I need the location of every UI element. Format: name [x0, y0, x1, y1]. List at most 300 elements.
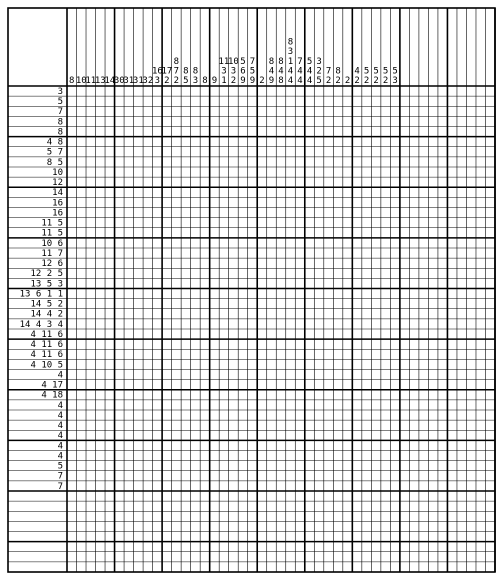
grid-cell[interactable]	[390, 521, 400, 531]
grid-cell[interactable]	[238, 511, 248, 521]
grid-cell[interactable]	[409, 299, 419, 309]
grid-cell[interactable]	[181, 309, 191, 319]
grid-cell[interactable]	[286, 400, 296, 410]
grid-cell[interactable]	[191, 420, 201, 430]
grid-cell[interactable]	[276, 410, 286, 420]
grid-cell[interactable]	[143, 289, 153, 299]
grid-cell[interactable]	[257, 532, 267, 542]
grid-cell[interactable]	[371, 420, 381, 430]
grid-cell[interactable]	[96, 248, 106, 258]
grid-cell[interactable]	[457, 238, 467, 248]
grid-cell[interactable]	[466, 440, 476, 450]
grid-cell[interactable]	[428, 410, 438, 420]
grid-cell[interactable]	[229, 218, 239, 228]
grid-cell[interactable]	[248, 187, 258, 197]
grid-cell[interactable]	[229, 116, 239, 126]
grid-cell[interactable]	[324, 278, 334, 288]
grid-cell[interactable]	[305, 430, 315, 440]
grid-cell[interactable]	[390, 238, 400, 248]
grid-cell[interactable]	[86, 511, 96, 521]
grid-cell[interactable]	[134, 309, 144, 319]
grid-cell[interactable]	[400, 400, 410, 410]
grid-cell[interactable]	[191, 542, 201, 552]
grid-cell[interactable]	[162, 552, 172, 562]
grid-cell[interactable]	[400, 248, 410, 258]
grid-cell[interactable]	[295, 501, 305, 511]
grid-cell[interactable]	[314, 370, 324, 380]
grid-cell[interactable]	[191, 461, 201, 471]
grid-cell[interactable]	[362, 137, 372, 147]
grid-cell[interactable]	[276, 521, 286, 531]
grid-cell[interactable]	[105, 248, 115, 258]
grid-cell[interactable]	[314, 289, 324, 299]
grid-cell[interactable]	[267, 96, 277, 106]
grid-cell[interactable]	[295, 481, 305, 491]
grid-cell[interactable]	[343, 258, 353, 268]
grid-cell[interactable]	[115, 349, 125, 359]
grid-cell[interactable]	[476, 197, 486, 207]
grid-cell[interactable]	[115, 187, 125, 197]
grid-cell[interactable]	[381, 511, 391, 521]
grid-cell[interactable]	[333, 329, 343, 339]
grid-cell[interactable]	[466, 177, 476, 187]
grid-cell[interactable]	[67, 481, 77, 491]
grid-cell[interactable]	[77, 86, 87, 96]
grid-cell[interactable]	[438, 147, 448, 157]
grid-cell[interactable]	[124, 167, 134, 177]
grid-cell[interactable]	[447, 400, 457, 410]
grid-cell[interactable]	[267, 521, 277, 531]
grid-cell[interactable]	[124, 380, 134, 390]
grid-cell[interactable]	[181, 268, 191, 278]
grid-cell[interactable]	[476, 491, 486, 501]
grid-cell[interactable]	[181, 106, 191, 116]
grid-cell[interactable]	[67, 430, 77, 440]
grid-cell[interactable]	[371, 430, 381, 440]
grid-cell[interactable]	[381, 278, 391, 288]
grid-cell[interactable]	[153, 329, 163, 339]
grid-cell[interactable]	[105, 177, 115, 187]
grid-cell[interactable]	[485, 451, 495, 461]
grid-cell[interactable]	[438, 451, 448, 461]
grid-cell[interactable]	[181, 410, 191, 420]
grid-cell[interactable]	[438, 319, 448, 329]
grid-cell[interactable]	[200, 400, 210, 410]
grid-cell[interactable]	[333, 511, 343, 521]
grid-cell[interactable]	[324, 299, 334, 309]
grid-cell[interactable]	[343, 349, 353, 359]
grid-cell[interactable]	[466, 278, 476, 288]
grid-cell[interactable]	[476, 451, 486, 461]
grid-cell[interactable]	[77, 137, 87, 147]
grid-cell[interactable]	[457, 147, 467, 157]
grid-cell[interactable]	[476, 137, 486, 147]
grid-cell[interactable]	[134, 420, 144, 430]
grid-cell[interactable]	[457, 268, 467, 278]
grid-cell[interactable]	[143, 218, 153, 228]
grid-cell[interactable]	[428, 521, 438, 531]
grid-cell[interactable]	[390, 197, 400, 207]
grid-cell[interactable]	[428, 248, 438, 258]
grid-cell[interactable]	[77, 309, 87, 319]
grid-cell[interactable]	[438, 238, 448, 248]
grid-cell[interactable]	[314, 157, 324, 167]
grid-cell[interactable]	[381, 410, 391, 420]
grid-cell[interactable]	[276, 491, 286, 501]
grid-cell[interactable]	[96, 451, 106, 461]
grid-cell[interactable]	[400, 491, 410, 501]
grid-cell[interactable]	[314, 208, 324, 218]
grid-cell[interactable]	[438, 552, 448, 562]
grid-cell[interactable]	[172, 410, 182, 420]
grid-cell[interactable]	[124, 491, 134, 501]
grid-cell[interactable]	[381, 491, 391, 501]
grid-cell[interactable]	[115, 137, 125, 147]
grid-cell[interactable]	[96, 258, 106, 268]
grid-cell[interactable]	[295, 137, 305, 147]
grid-cell[interactable]	[476, 430, 486, 440]
grid-cell[interactable]	[362, 278, 372, 288]
grid-cell[interactable]	[124, 96, 134, 106]
grid-cell[interactable]	[324, 116, 334, 126]
grid-cell[interactable]	[324, 380, 334, 390]
grid-cell[interactable]	[96, 268, 106, 278]
grid-cell[interactable]	[276, 532, 286, 542]
grid-cell[interactable]	[324, 491, 334, 501]
grid-cell[interactable]	[124, 268, 134, 278]
grid-cell[interactable]	[428, 400, 438, 410]
grid-cell[interactable]	[324, 511, 334, 521]
grid-cell[interactable]	[115, 86, 125, 96]
grid-cell[interactable]	[105, 501, 115, 511]
grid-cell[interactable]	[181, 187, 191, 197]
grid-cell[interactable]	[229, 511, 239, 521]
grid-cell[interactable]	[124, 359, 134, 369]
grid-cell[interactable]	[153, 552, 163, 562]
grid-cell[interactable]	[400, 329, 410, 339]
grid-cell[interactable]	[485, 278, 495, 288]
grid-cell[interactable]	[172, 278, 182, 288]
grid-cell[interactable]	[238, 309, 248, 319]
grid-cell[interactable]	[267, 238, 277, 248]
grid-cell[interactable]	[362, 127, 372, 137]
grid-cell[interactable]	[457, 461, 467, 471]
grid-cell[interactable]	[105, 400, 115, 410]
grid-cell[interactable]	[77, 521, 87, 531]
grid-cell[interactable]	[96, 511, 106, 521]
grid-cell[interactable]	[381, 532, 391, 542]
grid-cell[interactable]	[419, 309, 429, 319]
grid-cell[interactable]	[286, 481, 296, 491]
grid-cell[interactable]	[295, 157, 305, 167]
grid-cell[interactable]	[115, 238, 125, 248]
grid-cell[interactable]	[134, 542, 144, 552]
grid-cell[interactable]	[77, 96, 87, 106]
grid-cell[interactable]	[286, 420, 296, 430]
grid-cell[interactable]	[371, 451, 381, 461]
grid-cell[interactable]	[371, 289, 381, 299]
grid-cell[interactable]	[86, 238, 96, 248]
grid-cell[interactable]	[343, 208, 353, 218]
grid-cell[interactable]	[419, 511, 429, 521]
grid-cell[interactable]	[390, 319, 400, 329]
grid-cell[interactable]	[257, 440, 267, 450]
grid-cell[interactable]	[485, 197, 495, 207]
grid-cell[interactable]	[77, 370, 87, 380]
grid-cell[interactable]	[286, 511, 296, 521]
grid-cell[interactable]	[352, 339, 362, 349]
grid-cell[interactable]	[390, 461, 400, 471]
grid-cell[interactable]	[352, 521, 362, 531]
grid-cell[interactable]	[210, 329, 220, 339]
grid-cell[interactable]	[248, 319, 258, 329]
grid-cell[interactable]	[238, 228, 248, 238]
grid-cell[interactable]	[447, 137, 457, 147]
grid-cell[interactable]	[229, 390, 239, 400]
grid-cell[interactable]	[162, 116, 172, 126]
grid-cell[interactable]	[153, 208, 163, 218]
grid-cell[interactable]	[352, 187, 362, 197]
grid-cell[interactable]	[466, 137, 476, 147]
grid-cell[interactable]	[343, 471, 353, 481]
grid-cell[interactable]	[200, 481, 210, 491]
grid-cell[interactable]	[457, 339, 467, 349]
grid-cell[interactable]	[181, 359, 191, 369]
grid-cell[interactable]	[343, 511, 353, 521]
grid-cell[interactable]	[457, 491, 467, 501]
grid-cell[interactable]	[324, 147, 334, 157]
grid-cell[interactable]	[295, 349, 305, 359]
grid-cell[interactable]	[77, 339, 87, 349]
grid-cell[interactable]	[77, 177, 87, 187]
grid-cell[interactable]	[362, 289, 372, 299]
grid-cell[interactable]	[438, 400, 448, 410]
grid-cell[interactable]	[447, 410, 457, 420]
grid-cell[interactable]	[96, 167, 106, 177]
grid-cell[interactable]	[248, 542, 258, 552]
grid-cell[interactable]	[238, 491, 248, 501]
grid-cell[interactable]	[162, 471, 172, 481]
grid-cell[interactable]	[390, 106, 400, 116]
grid-cell[interactable]	[314, 258, 324, 268]
grid-cell[interactable]	[276, 278, 286, 288]
grid-cell[interactable]	[362, 481, 372, 491]
grid-cell[interactable]	[77, 501, 87, 511]
grid-cell[interactable]	[371, 86, 381, 96]
grid-cell[interactable]	[400, 521, 410, 531]
grid-cell[interactable]	[295, 289, 305, 299]
grid-cell[interactable]	[134, 278, 144, 288]
grid-cell[interactable]	[343, 86, 353, 96]
grid-cell[interactable]	[381, 562, 391, 572]
grid-cell[interactable]	[115, 147, 125, 157]
grid-cell[interactable]	[181, 521, 191, 531]
grid-cell[interactable]	[343, 491, 353, 501]
grid-cell[interactable]	[134, 86, 144, 96]
grid-cell[interactable]	[457, 137, 467, 147]
grid-cell[interactable]	[86, 127, 96, 137]
grid-cell[interactable]	[390, 430, 400, 440]
grid-cell[interactable]	[248, 339, 258, 349]
grid-cell[interactable]	[86, 248, 96, 258]
grid-cell[interactable]	[181, 390, 191, 400]
grid-cell[interactable]	[210, 390, 220, 400]
grid-cell[interactable]	[67, 461, 77, 471]
grid-cell[interactable]	[124, 461, 134, 471]
grid-cell[interactable]	[390, 542, 400, 552]
grid-cell[interactable]	[257, 228, 267, 238]
grid-cell[interactable]	[134, 147, 144, 157]
grid-cell[interactable]	[172, 491, 182, 501]
grid-cell[interactable]	[143, 491, 153, 501]
grid-cell[interactable]	[257, 268, 267, 278]
grid-cell[interactable]	[115, 481, 125, 491]
grid-cell[interactable]	[419, 339, 429, 349]
grid-cell[interactable]	[134, 532, 144, 542]
grid-cell[interactable]	[409, 420, 419, 430]
grid-cell[interactable]	[210, 521, 220, 531]
grid-cell[interactable]	[438, 329, 448, 339]
grid-cell[interactable]	[172, 309, 182, 319]
grid-cell[interactable]	[96, 177, 106, 187]
grid-cell[interactable]	[143, 359, 153, 369]
grid-cell[interactable]	[267, 501, 277, 511]
grid-cell[interactable]	[153, 106, 163, 116]
grid-cell[interactable]	[67, 248, 77, 258]
grid-cell[interactable]	[305, 86, 315, 96]
grid-cell[interactable]	[115, 400, 125, 410]
grid-cell[interactable]	[314, 106, 324, 116]
grid-cell[interactable]	[476, 147, 486, 157]
grid-cell[interactable]	[438, 562, 448, 572]
grid-cell[interactable]	[419, 238, 429, 248]
grid-cell[interactable]	[153, 177, 163, 187]
grid-cell[interactable]	[162, 96, 172, 106]
grid-cell[interactable]	[371, 106, 381, 116]
grid-cell[interactable]	[352, 390, 362, 400]
grid-cell[interactable]	[134, 400, 144, 410]
grid-cell[interactable]	[200, 167, 210, 177]
grid-cell[interactable]	[200, 420, 210, 430]
grid-cell[interactable]	[438, 106, 448, 116]
grid-cell[interactable]	[143, 228, 153, 238]
grid-cell[interactable]	[276, 197, 286, 207]
grid-cell[interactable]	[438, 471, 448, 481]
grid-cell[interactable]	[400, 501, 410, 511]
grid-cell[interactable]	[181, 96, 191, 106]
grid-cell[interactable]	[419, 137, 429, 147]
grid-cell[interactable]	[390, 471, 400, 481]
grid-cell[interactable]	[162, 319, 172, 329]
grid-cell[interactable]	[267, 177, 277, 187]
grid-cell[interactable]	[485, 208, 495, 218]
grid-cell[interactable]	[143, 187, 153, 197]
grid-cell[interactable]	[86, 542, 96, 552]
grid-cell[interactable]	[181, 552, 191, 562]
grid-cell[interactable]	[124, 440, 134, 450]
grid-cell[interactable]	[352, 349, 362, 359]
grid-cell[interactable]	[314, 319, 324, 329]
grid-cell[interactable]	[466, 501, 476, 511]
grid-cell[interactable]	[86, 96, 96, 106]
grid-cell[interactable]	[352, 319, 362, 329]
grid-cell[interactable]	[409, 137, 419, 147]
grid-cell[interactable]	[219, 309, 229, 319]
grid-cell[interactable]	[352, 116, 362, 126]
grid-cell[interactable]	[295, 228, 305, 238]
grid-cell[interactable]	[485, 177, 495, 187]
grid-cell[interactable]	[381, 299, 391, 309]
grid-cell[interactable]	[276, 127, 286, 137]
grid-cell[interactable]	[371, 137, 381, 147]
grid-cell[interactable]	[238, 532, 248, 542]
grid-cell[interactable]	[219, 218, 229, 228]
grid-cell[interactable]	[381, 248, 391, 258]
grid-cell[interactable]	[105, 430, 115, 440]
grid-cell[interactable]	[400, 440, 410, 450]
grid-cell[interactable]	[134, 410, 144, 420]
grid-cell[interactable]	[77, 106, 87, 116]
grid-cell[interactable]	[438, 187, 448, 197]
grid-cell[interactable]	[428, 187, 438, 197]
grid-cell[interactable]	[343, 238, 353, 248]
grid-cell[interactable]	[295, 187, 305, 197]
grid-cell[interactable]	[390, 127, 400, 137]
grid-cell[interactable]	[181, 157, 191, 167]
grid-cell[interactable]	[238, 116, 248, 126]
grid-cell[interactable]	[466, 339, 476, 349]
grid-cell[interactable]	[86, 501, 96, 511]
grid-cell[interactable]	[447, 116, 457, 126]
grid-cell[interactable]	[276, 481, 286, 491]
grid-cell[interactable]	[286, 228, 296, 238]
grid-cell[interactable]	[96, 562, 106, 572]
grid-cell[interactable]	[276, 258, 286, 268]
grid-cell[interactable]	[314, 562, 324, 572]
grid-cell[interactable]	[324, 542, 334, 552]
grid-cell[interactable]	[438, 349, 448, 359]
grid-cell[interactable]	[324, 481, 334, 491]
grid-cell[interactable]	[381, 430, 391, 440]
grid-cell[interactable]	[172, 106, 182, 116]
grid-cell[interactable]	[352, 177, 362, 187]
grid-cell[interactable]	[485, 532, 495, 542]
grid-cell[interactable]	[248, 329, 258, 339]
grid-cell[interactable]	[77, 380, 87, 390]
grid-cell[interactable]	[210, 238, 220, 248]
grid-cell[interactable]	[248, 127, 258, 137]
grid-cell[interactable]	[96, 339, 106, 349]
grid-cell[interactable]	[134, 471, 144, 481]
grid-cell[interactable]	[172, 228, 182, 238]
grid-cell[interactable]	[200, 430, 210, 440]
grid-cell[interactable]	[276, 137, 286, 147]
grid-cell[interactable]	[447, 532, 457, 542]
grid-cell[interactable]	[248, 410, 258, 420]
grid-cell[interactable]	[172, 359, 182, 369]
grid-cell[interactable]	[153, 430, 163, 440]
grid-cell[interactable]	[172, 127, 182, 137]
grid-cell[interactable]	[314, 420, 324, 430]
grid-cell[interactable]	[115, 278, 125, 288]
grid-cell[interactable]	[200, 258, 210, 268]
grid-cell[interactable]	[181, 116, 191, 126]
grid-cell[interactable]	[343, 339, 353, 349]
grid-cell[interactable]	[295, 410, 305, 420]
grid-cell[interactable]	[276, 289, 286, 299]
grid-cell[interactable]	[409, 96, 419, 106]
grid-cell[interactable]	[238, 562, 248, 572]
